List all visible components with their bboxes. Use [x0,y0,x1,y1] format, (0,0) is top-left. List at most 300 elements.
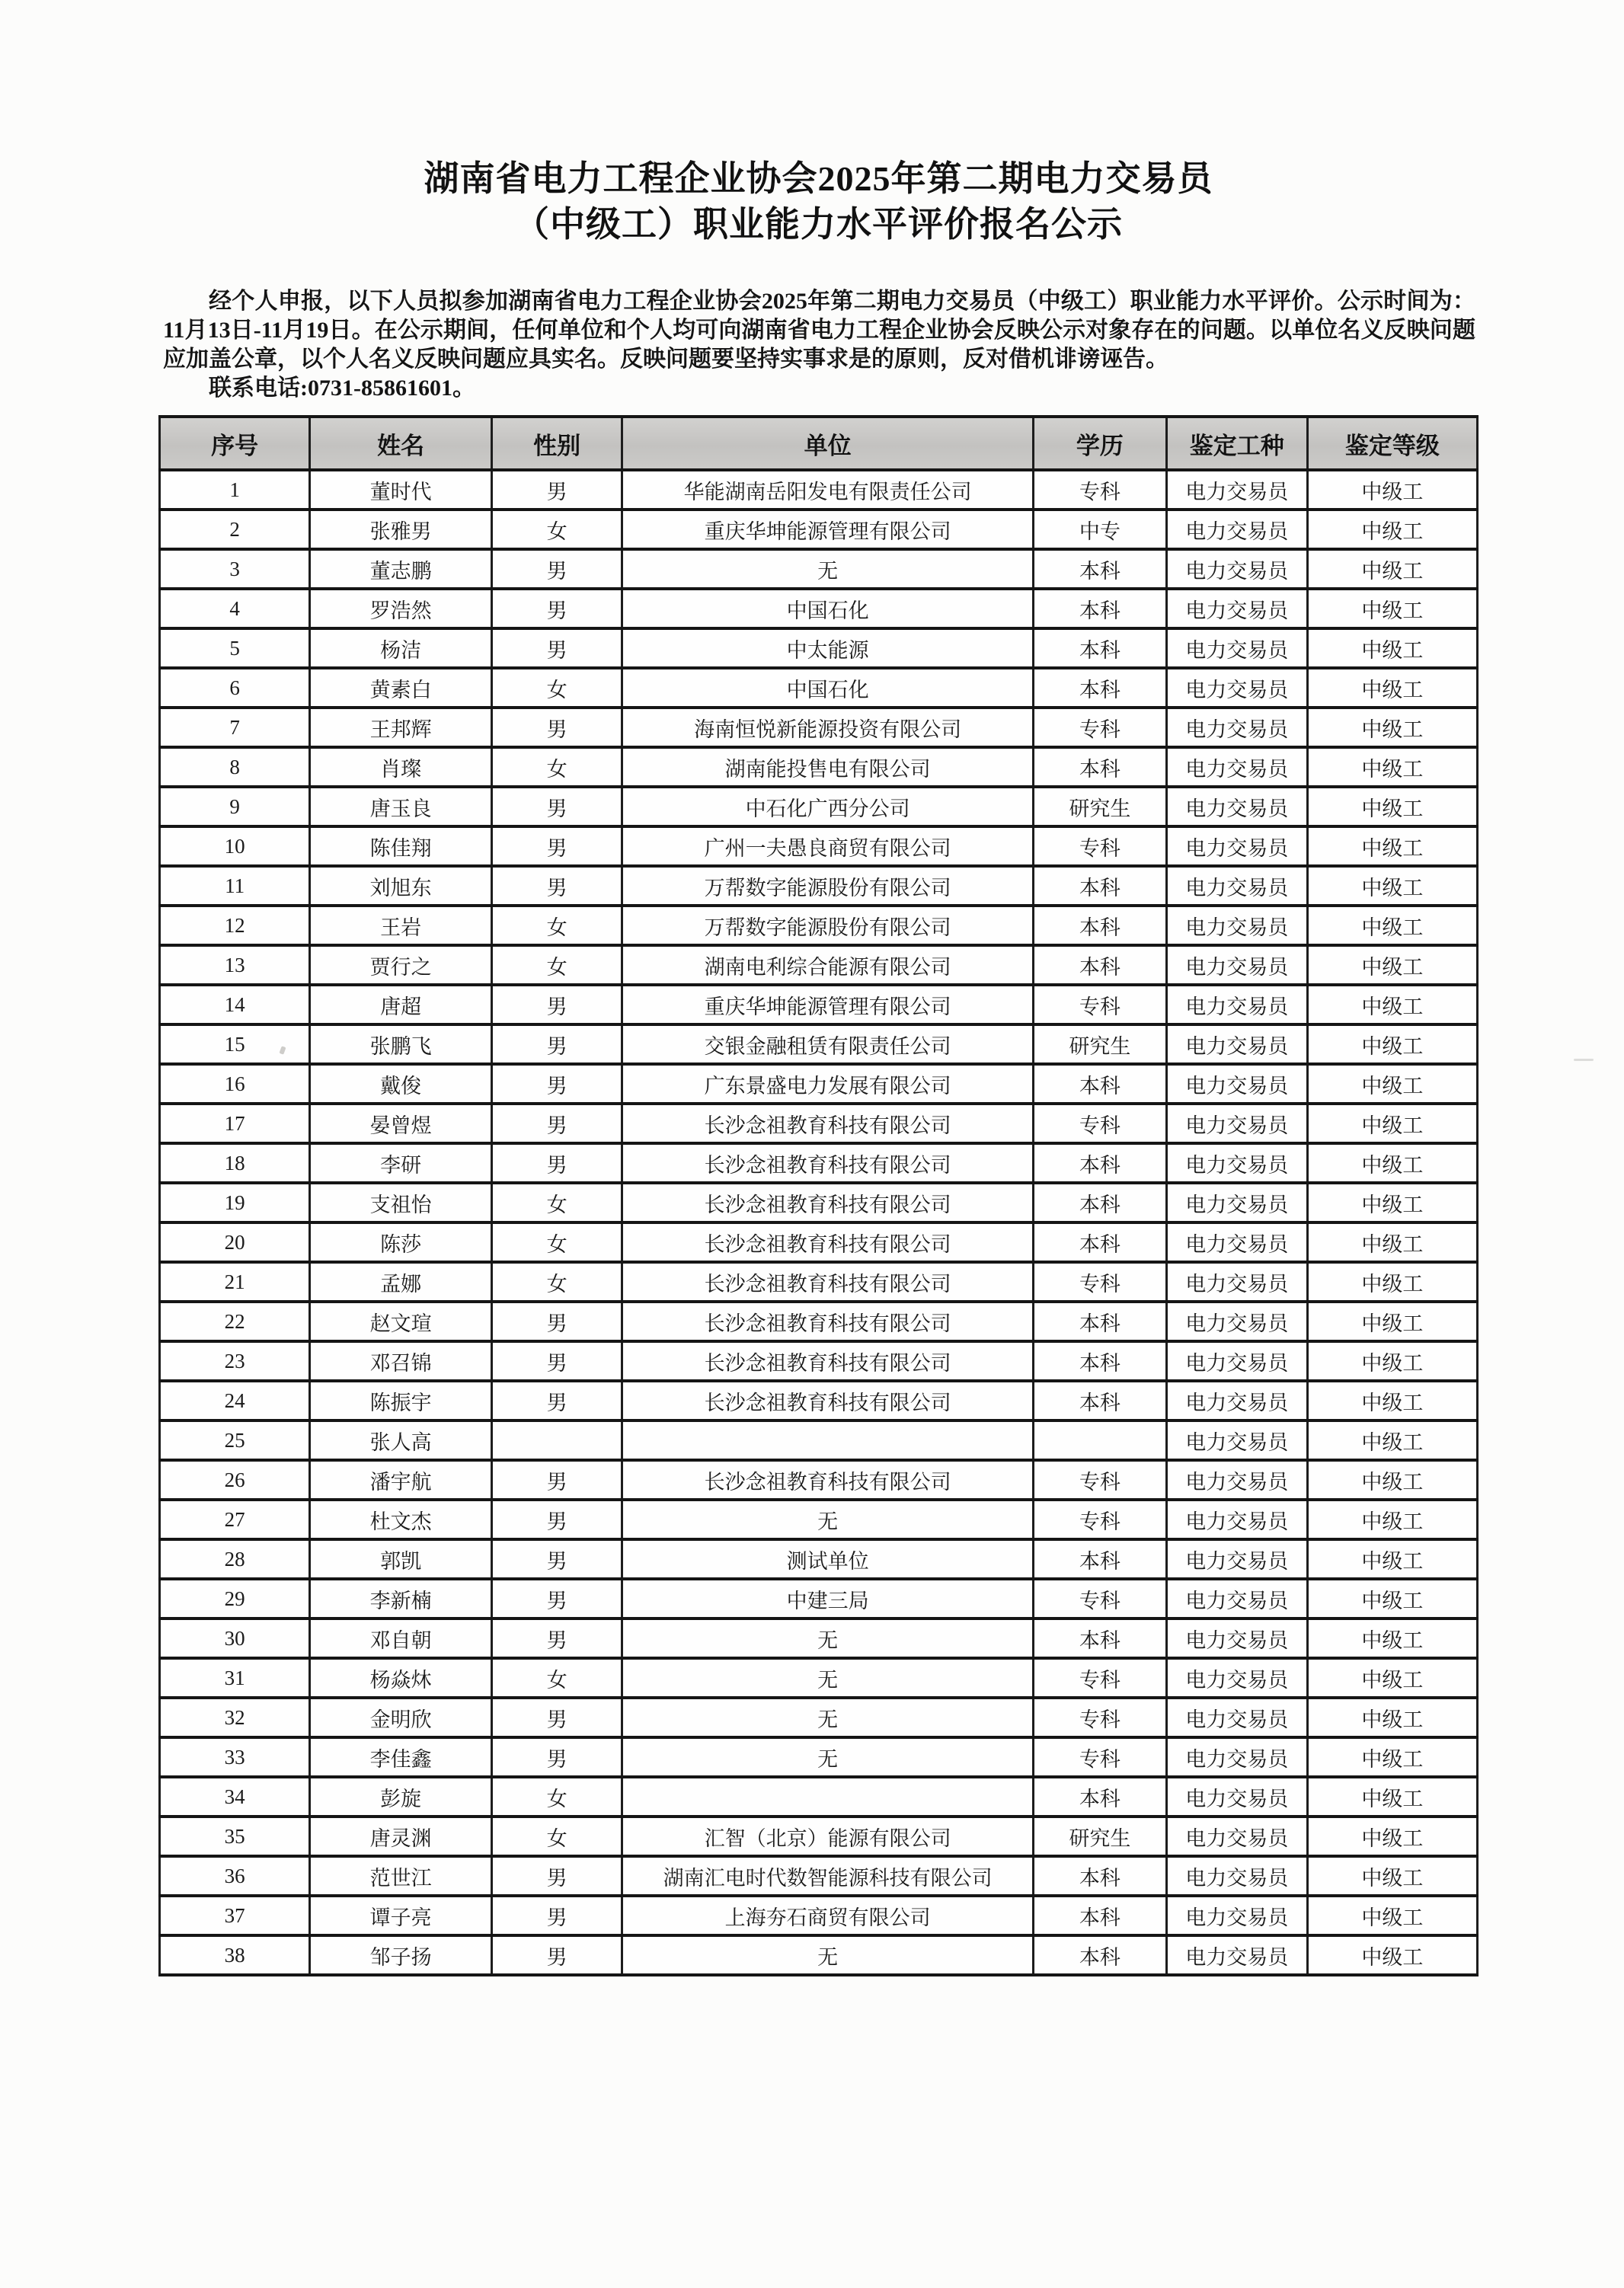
cell-education: 研究生 [1033,787,1166,826]
cell-occupation: 电力交易员 [1166,945,1307,985]
cell-gender: 男 [491,1104,622,1143]
cell-education: 专科 [1033,708,1166,747]
cell-no: 23 [160,1341,310,1381]
cell-gender: 女 [491,906,622,945]
cell-gender: 男 [491,1935,622,1975]
cell-level: 中级工 [1307,1381,1477,1420]
cell-level: 中级工 [1307,1658,1477,1698]
cell-occupation: 电力交易员 [1166,1658,1307,1698]
cell-occupation: 电力交易员 [1166,1619,1307,1658]
cell-occupation: 电力交易员 [1166,1500,1307,1539]
cell-no: 26 [160,1460,310,1500]
table-body [160,470,1478,1975]
cell-education: 本科 [1033,866,1166,906]
cell-unit: 长沙念祖教育科技有限公司 [622,1302,1034,1341]
cell-name: 王岩 [310,906,492,945]
cell-occupation: 电力交易员 [1166,510,1307,549]
cell-occupation: 电力交易员 [1166,1420,1307,1460]
cell-name: 唐玉良 [310,787,492,826]
cell-name: 杨焱炑 [310,1658,492,1698]
cell-level: 中级工 [1307,747,1477,787]
cell-occupation: 电力交易员 [1166,1222,1307,1262]
cell-name: 李研 [310,1143,492,1183]
cell-no: 1 [160,470,310,510]
cell-education [1033,1420,1166,1460]
cell-gender: 女 [491,1262,622,1302]
cell-no: 11 [160,866,310,906]
cell-unit: 长沙念祖教育科技有限公司 [622,1183,1034,1222]
cell-gender: 男 [491,549,622,589]
cell-no: 32 [160,1698,310,1737]
cell-level: 中级工 [1307,945,1477,985]
cell-level: 中级工 [1307,1341,1477,1381]
cell-unit: 无 [622,1935,1034,1975]
scan-artifact [1574,1059,1594,1061]
cell-education: 本科 [1033,1183,1166,1222]
table-row [160,1658,1478,1698]
header-gender: 性别 [491,417,622,470]
cell-occupation: 电力交易员 [1166,747,1307,787]
cell-education: 专科 [1033,1262,1166,1302]
table-row [160,1420,1478,1460]
cell-level: 中级工 [1307,826,1477,866]
cell-education: 专科 [1033,985,1166,1024]
cell-level: 中级工 [1307,1539,1477,1579]
cell-occupation: 电力交易员 [1166,1935,1307,1975]
table-row [160,1262,1478,1302]
cell-level: 中级工 [1307,1619,1477,1658]
header-no: 序号 [160,417,310,470]
cell-unit: 长沙念祖教育科技有限公司 [622,1262,1034,1302]
cell-name: 李佳鑫 [310,1737,492,1777]
cell-education: 研究生 [1033,1024,1166,1064]
table-row [160,866,1478,906]
cell-gender: 男 [491,985,622,1024]
cell-level: 中级工 [1307,589,1477,628]
cell-no: 37 [160,1896,310,1935]
cell-level: 中级工 [1307,1856,1477,1896]
cell-no: 13 [160,945,310,985]
table-row [160,1777,1478,1817]
cell-gender: 男 [491,787,622,826]
table-row [160,668,1478,708]
cell-education: 本科 [1033,945,1166,985]
cell-occupation: 电力交易员 [1166,1896,1307,1935]
cell-level: 中级工 [1307,1143,1477,1183]
table-header-row [160,417,1478,470]
cell-name: 邹子扬 [310,1935,492,1975]
cell-no: 29 [160,1579,310,1619]
cell-gender: 男 [491,1856,622,1896]
cell-no: 36 [160,1856,310,1896]
table-row [160,906,1478,945]
cell-education: 本科 [1033,1381,1166,1420]
cell-name: 张雅男 [310,510,492,549]
cell-unit [622,1777,1034,1817]
cell-no: 20 [160,1222,310,1262]
title-line-2: （中级工）职业能力水平评价报名公示 [514,205,1123,244]
table-row [160,1460,1478,1500]
cell-level: 中级工 [1307,787,1477,826]
cell-gender: 女 [491,1777,622,1817]
cell-no: 22 [160,1302,310,1341]
cell-no: 16 [160,1064,310,1104]
cell-education: 本科 [1033,1341,1166,1381]
cell-unit: 无 [622,1737,1034,1777]
cell-occupation: 电力交易员 [1166,668,1307,708]
cell-no: 33 [160,1737,310,1777]
cell-no: 4 [160,589,310,628]
cell-education: 专科 [1033,826,1166,866]
cell-gender: 男 [491,470,622,510]
cell-gender: 男 [491,1698,622,1737]
cell-name: 孟娜 [310,1262,492,1302]
cell-unit: 湖南汇电时代数智能源科技有限公司 [622,1856,1034,1896]
cell-name: 张鹏飞 [310,1024,492,1064]
cell-no: 21 [160,1262,310,1302]
cell-unit: 中石化广西分公司 [622,787,1034,826]
cell-level: 中级工 [1307,510,1477,549]
table-row [160,787,1478,826]
cell-no: 19 [160,1183,310,1222]
cell-gender: 女 [491,1183,622,1222]
cell-unit: 上海夯石商贸有限公司 [622,1896,1034,1935]
cell-occupation: 电力交易员 [1166,1817,1307,1856]
cell-education: 本科 [1033,668,1166,708]
cell-no: 17 [160,1104,310,1143]
cell-education: 本科 [1033,747,1166,787]
cell-gender: 女 [491,510,622,549]
cell-no: 5 [160,628,310,668]
cell-gender: 男 [491,1539,622,1579]
cell-gender: 男 [491,1579,622,1619]
cell-occupation: 电力交易员 [1166,1143,1307,1183]
cell-no: 6 [160,668,310,708]
cell-gender: 男 [491,1302,622,1341]
table-row [160,549,1478,589]
table-row [160,1817,1478,1856]
cell-unit: 无 [622,1500,1034,1539]
cell-occupation: 电力交易员 [1166,589,1307,628]
cell-education: 本科 [1033,1302,1166,1341]
cell-no: 27 [160,1500,310,1539]
cell-level: 中级工 [1307,906,1477,945]
table-row [160,945,1478,985]
cell-gender [491,1420,622,1460]
cell-unit: 万帮数字能源股份有限公司 [622,866,1034,906]
cell-name: 贾行之 [310,945,492,985]
cell-name: 罗浩然 [310,589,492,628]
cell-unit: 无 [622,1698,1034,1737]
cell-gender: 女 [491,1658,622,1698]
cell-level: 中级工 [1307,1460,1477,1500]
cell-occupation: 电力交易员 [1166,1579,1307,1619]
cell-level: 中级工 [1307,1935,1477,1975]
cell-occupation: 电力交易员 [1166,787,1307,826]
cell-occupation: 电力交易员 [1166,1302,1307,1341]
cell-unit: 广州一夫愚良商贸有限公司 [622,826,1034,866]
cell-occupation: 电力交易员 [1166,1262,1307,1302]
cell-level: 中级工 [1307,1064,1477,1104]
cell-education: 本科 [1033,1896,1166,1935]
cell-occupation: 电力交易员 [1166,1064,1307,1104]
table-row [160,1064,1478,1104]
cell-name: 唐超 [310,985,492,1024]
table-row [160,708,1478,747]
table-row [160,510,1478,549]
cell-name: 董志鹏 [310,549,492,589]
cell-education: 本科 [1033,1619,1166,1658]
cell-occupation: 电力交易员 [1166,1777,1307,1817]
cell-gender: 男 [491,1460,622,1500]
cell-name: 陈振宇 [310,1381,492,1420]
title-line-1: 湖南省电力工程企业协会2025年第二期电力交易员 [424,159,1213,198]
cell-name: 邓自朝 [310,1619,492,1658]
cell-unit: 长沙念祖教育科技有限公司 [622,1104,1034,1143]
table-row [160,470,1478,510]
cell-gender: 男 [491,1619,622,1658]
cell-no: 31 [160,1658,310,1698]
cell-occupation: 电力交易员 [1166,1460,1307,1500]
cell-gender: 男 [491,1341,622,1381]
cell-name: 范世江 [310,1856,492,1896]
cell-no: 12 [160,906,310,945]
cell-name: 陈莎 [310,1222,492,1262]
table-row [160,1539,1478,1579]
cell-occupation: 电力交易员 [1166,1856,1307,1896]
cell-education: 专科 [1033,1658,1166,1698]
cell-education: 专科 [1033,1579,1166,1619]
cell-no: 15 [160,1024,310,1064]
cell-level: 中级工 [1307,1777,1477,1817]
cell-name: 杜文杰 [310,1500,492,1539]
table-row [160,985,1478,1024]
cell-gender: 男 [491,826,622,866]
table-row [160,1619,1478,1658]
table-row [160,1698,1478,1737]
cell-gender: 女 [491,1222,622,1262]
cell-occupation: 电力交易员 [1166,708,1307,747]
cell-education: 本科 [1033,1777,1166,1817]
cell-education: 本科 [1033,1143,1166,1183]
cell-unit: 长沙念祖教育科技有限公司 [622,1143,1034,1183]
cell-level: 中级工 [1307,1817,1477,1856]
cell-gender: 男 [491,1381,622,1420]
cell-gender: 女 [491,945,622,985]
cell-gender: 男 [491,708,622,747]
cell-unit: 长沙念祖教育科技有限公司 [622,1341,1034,1381]
header-unit: 单位 [622,417,1034,470]
cell-no: 2 [160,510,310,549]
cell-name: 肖璨 [310,747,492,787]
cell-unit: 重庆华坤能源管理有限公司 [622,510,1034,549]
cell-level: 中级工 [1307,1222,1477,1262]
table-row [160,1737,1478,1777]
table-row [160,1024,1478,1064]
cell-education: 本科 [1033,906,1166,945]
cell-gender: 女 [491,1817,622,1856]
cell-level: 中级工 [1307,1262,1477,1302]
cell-occupation: 电力交易员 [1166,1381,1307,1420]
table-row [160,1222,1478,1262]
cell-education: 本科 [1033,589,1166,628]
cell-name: 赵文瑄 [310,1302,492,1341]
cell-no: 24 [160,1381,310,1420]
cell-unit: 湖南电利综合能源有限公司 [622,945,1034,985]
cell-unit: 长沙念祖教育科技有限公司 [622,1381,1034,1420]
cell-level: 中级工 [1307,1183,1477,1222]
cell-education: 本科 [1033,549,1166,589]
cell-occupation: 电力交易员 [1166,1698,1307,1737]
cell-level: 中级工 [1307,470,1477,510]
cell-level: 中级工 [1307,668,1477,708]
table-row [160,826,1478,866]
cell-level: 中级工 [1307,985,1477,1024]
contact-line: 联系电话:0731-85861601。 [209,375,475,401]
cell-occupation: 电力交易员 [1166,1024,1307,1064]
cell-education: 本科 [1033,1539,1166,1579]
cell-no: 3 [160,549,310,589]
cell-unit: 湖南能投售电有限公司 [622,747,1034,787]
cell-education: 专科 [1033,1104,1166,1143]
cell-level: 中级工 [1307,628,1477,668]
cell-level: 中级工 [1307,1737,1477,1777]
cell-no: 7 [160,708,310,747]
cell-unit: 中建三局 [622,1579,1034,1619]
cell-unit: 中太能源 [622,628,1034,668]
applicants-table [158,415,1479,1976]
cell-gender: 男 [491,1064,622,1104]
cell-no: 8 [160,747,310,787]
table-row [160,1381,1478,1420]
table-row [160,1896,1478,1935]
cell-name: 戴俊 [310,1064,492,1104]
cell-level: 中级工 [1307,1024,1477,1064]
cell-gender: 男 [491,866,622,906]
cell-level: 中级工 [1307,1302,1477,1341]
cell-education: 中专 [1033,510,1166,549]
table-row [160,1341,1478,1381]
cell-gender: 女 [491,747,622,787]
cell-occupation: 电力交易员 [1166,1341,1307,1381]
table-row [160,1856,1478,1896]
cell-no: 30 [160,1619,310,1658]
cell-no: 10 [160,826,310,866]
cell-level: 中级工 [1307,1500,1477,1539]
cell-no: 25 [160,1420,310,1460]
cell-name: 唐灵渊 [310,1817,492,1856]
cell-education: 研究生 [1033,1817,1166,1856]
cell-unit [622,1420,1034,1460]
cell-unit: 无 [622,549,1034,589]
cell-gender: 男 [491,1737,622,1777]
cell-name: 张人高 [310,1420,492,1460]
cell-name: 杨洁 [310,628,492,668]
cell-occupation: 电力交易员 [1166,470,1307,510]
cell-occupation: 电力交易员 [1166,826,1307,866]
cell-gender: 女 [491,668,622,708]
cell-unit: 广东景盛电力发展有限公司 [622,1064,1034,1104]
cell-unit: 测试单位 [622,1539,1034,1579]
header-level: 鉴定等级 [1307,417,1477,470]
cell-no: 9 [160,787,310,826]
cell-name: 邓召锦 [310,1341,492,1381]
cell-no: 34 [160,1777,310,1817]
table-row [160,1104,1478,1143]
cell-level: 中级工 [1307,1104,1477,1143]
table-row [160,747,1478,787]
cell-education: 专科 [1033,470,1166,510]
cell-name: 彭旋 [310,1777,492,1817]
intro-paragraph: 经个人申报，以下人员拟参加湖南省电力工程企业协会2025年第二期电力交易员（中级工）职业能力水平评价。公示时间为：11月13日-11月19日。在公示期间，任何单位和个人均可向湖南省电力工程企业协会反映公示对象存在的问题。以单位名义反映问题应加盖公章，以个人名义反映问题应具实名。反映问题要坚持实事求是的原则，反对借机诽谤诬告。 [163,289,1475,372]
cell-unit: 汇智（北京）能源有限公司 [622,1817,1034,1856]
cell-level: 中级工 [1307,866,1477,906]
cell-occupation: 电力交易员 [1166,1737,1307,1777]
cell-education: 本科 [1033,1222,1166,1262]
cell-unit: 华能湖南岳阳发电有限责任公司 [622,470,1034,510]
cell-gender: 男 [491,1500,622,1539]
cell-education: 专科 [1033,1698,1166,1737]
cell-no: 28 [160,1539,310,1579]
cell-name: 支祖怡 [310,1183,492,1222]
cell-level: 中级工 [1307,1420,1477,1460]
cell-education: 专科 [1033,1460,1166,1500]
cell-name: 董时代 [310,470,492,510]
cell-occupation: 电力交易员 [1166,628,1307,668]
cell-education: 专科 [1033,1737,1166,1777]
cell-name: 金明欣 [310,1698,492,1737]
cell-unit: 长沙念祖教育科技有限公司 [622,1222,1034,1262]
table-row [160,589,1478,628]
cell-unit: 无 [622,1658,1034,1698]
cell-education: 本科 [1033,628,1166,668]
cell-name: 陈佳翔 [310,826,492,866]
cell-gender: 男 [491,1896,622,1935]
cell-occupation: 电力交易员 [1166,1183,1307,1222]
cell-unit: 中国石化 [622,668,1034,708]
cell-education: 本科 [1033,1856,1166,1896]
table-row [160,1302,1478,1341]
cell-no: 35 [160,1817,310,1856]
cell-gender: 男 [491,589,622,628]
cell-name: 谭子亮 [310,1896,492,1935]
page-title [158,0,1479,248]
cell-level: 中级工 [1307,1579,1477,1619]
cell-unit: 长沙念祖教育科技有限公司 [622,1460,1034,1500]
cell-no: 38 [160,1935,310,1975]
cell-occupation: 电力交易员 [1166,1539,1307,1579]
cell-occupation: 电力交易员 [1166,906,1307,945]
cell-occupation: 电力交易员 [1166,985,1307,1024]
table-row [160,1183,1478,1222]
header-name: 姓名 [310,417,492,470]
cell-unit: 海南恒悦新能源投资有限公司 [622,708,1034,747]
cell-level: 中级工 [1307,1896,1477,1935]
cell-education: 专科 [1033,1500,1166,1539]
cell-unit: 中国石化 [622,589,1034,628]
header-education: 学历 [1033,417,1166,470]
table-row [160,628,1478,668]
cell-occupation: 电力交易员 [1166,549,1307,589]
cell-occupation: 电力交易员 [1166,1104,1307,1143]
cell-no: 18 [160,1143,310,1183]
table-row [160,1935,1478,1975]
cell-unit: 重庆华坤能源管理有限公司 [622,985,1034,1024]
cell-name: 李新楠 [310,1579,492,1619]
cell-name: 晏曾煜 [310,1104,492,1143]
cell-occupation: 电力交易员 [1166,866,1307,906]
cell-name: 郭凯 [310,1539,492,1579]
